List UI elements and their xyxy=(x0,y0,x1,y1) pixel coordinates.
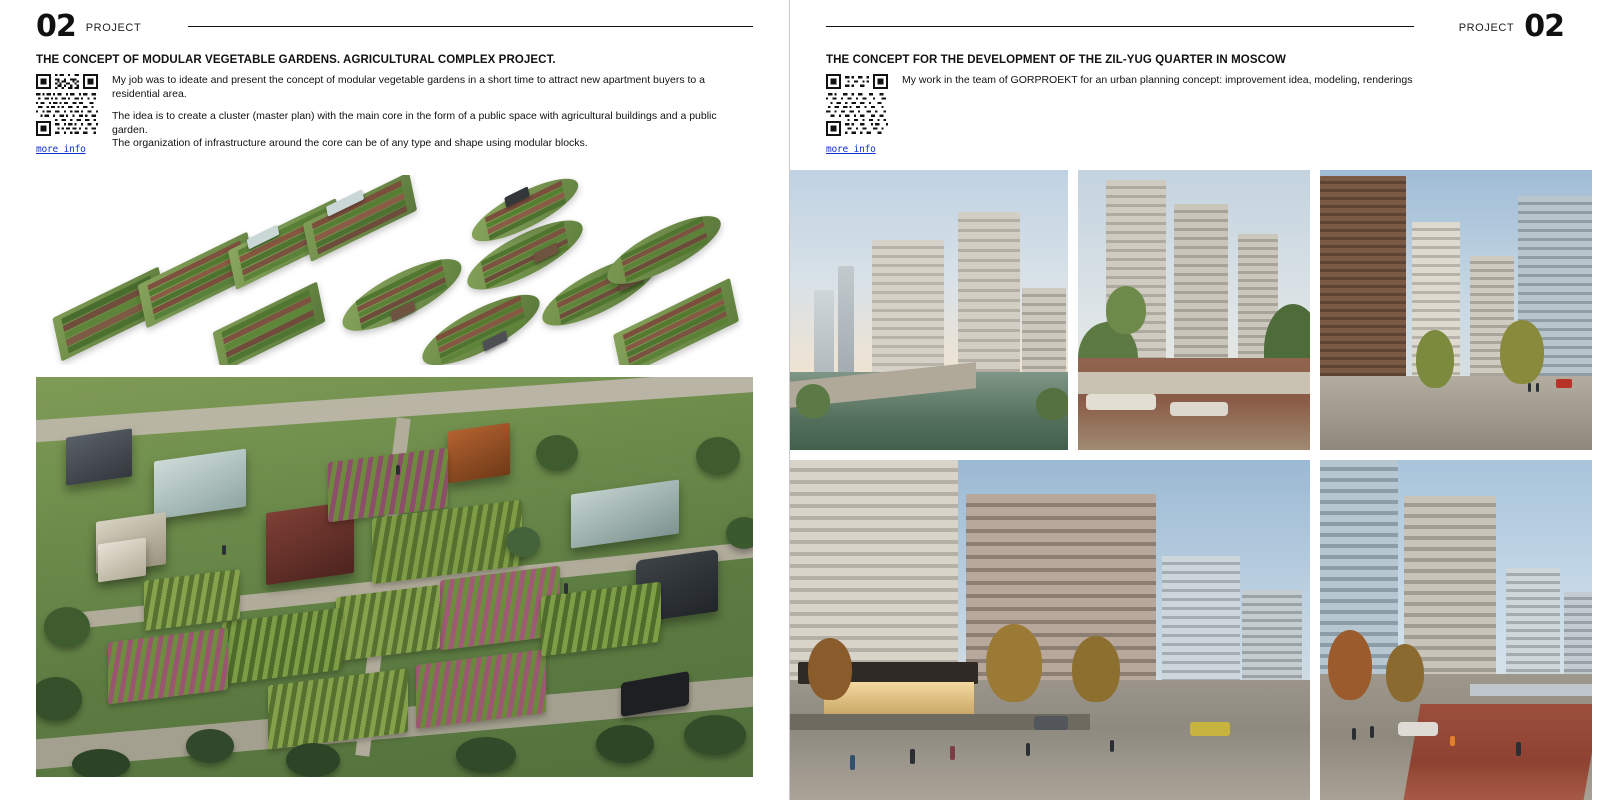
intro-paragraph: The idea is to create a cluster (master plan) with the main core in the form of a public space with agricultural buildings and a public garden. xyxy=(112,110,717,136)
module-plot xyxy=(211,287,327,365)
render-grid xyxy=(790,170,1600,800)
more-info-link[interactable]: more info xyxy=(826,144,876,155)
qr-block[interactable] xyxy=(826,74,890,155)
qr-block[interactable] xyxy=(36,74,100,155)
qr-code-icon xyxy=(36,74,98,136)
aerial-building xyxy=(448,423,510,484)
right-page xyxy=(790,0,1600,800)
taxi-car xyxy=(1190,722,1230,736)
right-intro xyxy=(790,44,1600,155)
render-street-corner xyxy=(1320,170,1592,450)
module-plot xyxy=(301,179,419,255)
aerial-greenhouse xyxy=(571,479,679,548)
header-label: PROJECT xyxy=(85,22,142,34)
right-intro-text xyxy=(902,74,1564,88)
right-page-title: THE CONCEPT FOR THE DEVELOPMENT OF THE ZIL-YUG QUARTER IN MOSCOW xyxy=(826,54,1287,66)
aerial-render xyxy=(36,377,753,777)
intro-paragraph: The organization of infrastructure around the core can be of any type and shape using modular blocks. xyxy=(112,137,588,149)
module-plot xyxy=(611,285,741,365)
render-cycle-lane xyxy=(1320,460,1592,800)
car xyxy=(1034,716,1068,730)
right-page-header xyxy=(790,0,1600,44)
header-rule xyxy=(826,26,1414,27)
aerial-building xyxy=(66,428,132,485)
header-rule xyxy=(188,26,753,27)
module-plot xyxy=(601,211,727,289)
traffic-cone xyxy=(1450,736,1455,746)
page-number: 02 xyxy=(36,9,76,44)
cycle-lane xyxy=(1404,704,1592,800)
pedestrian-bridge xyxy=(1470,684,1592,696)
render-park-plaza xyxy=(1078,170,1310,450)
aerial-building xyxy=(98,538,146,583)
header-label: PROJECT xyxy=(1458,22,1515,34)
page-number: 02 xyxy=(1524,9,1564,44)
left-intro xyxy=(0,44,789,155)
render-waterfront-towers xyxy=(790,170,1068,450)
intro-paragraph: My work in the team of GORPROEKT for an urban planning concept: improvement idea, modeling, renderings xyxy=(902,74,1413,86)
module-plot xyxy=(416,289,546,365)
car xyxy=(1398,722,1438,736)
left-page-header xyxy=(0,0,789,44)
left-intro-text xyxy=(112,74,753,151)
qr-code-icon xyxy=(826,74,888,136)
cyclist xyxy=(1516,742,1521,756)
left-page xyxy=(0,0,790,800)
aerial-greenhouse xyxy=(154,449,246,520)
render-boulevard xyxy=(790,460,1310,800)
left-page-title: THE CONCEPT OF MODULAR VEGETABLE GARDENS. AGRICULTURAL COMPLEX PROJECT. xyxy=(36,54,556,66)
more-info-link[interactable]: more info xyxy=(36,144,86,155)
intro-paragraph: My job was to ideate and present the concept of modular vegetable gardens in a short time to attract new apartment buyers to a residential area. xyxy=(112,74,706,100)
module-plot xyxy=(466,175,584,245)
modular-plots-diagram xyxy=(36,175,753,365)
